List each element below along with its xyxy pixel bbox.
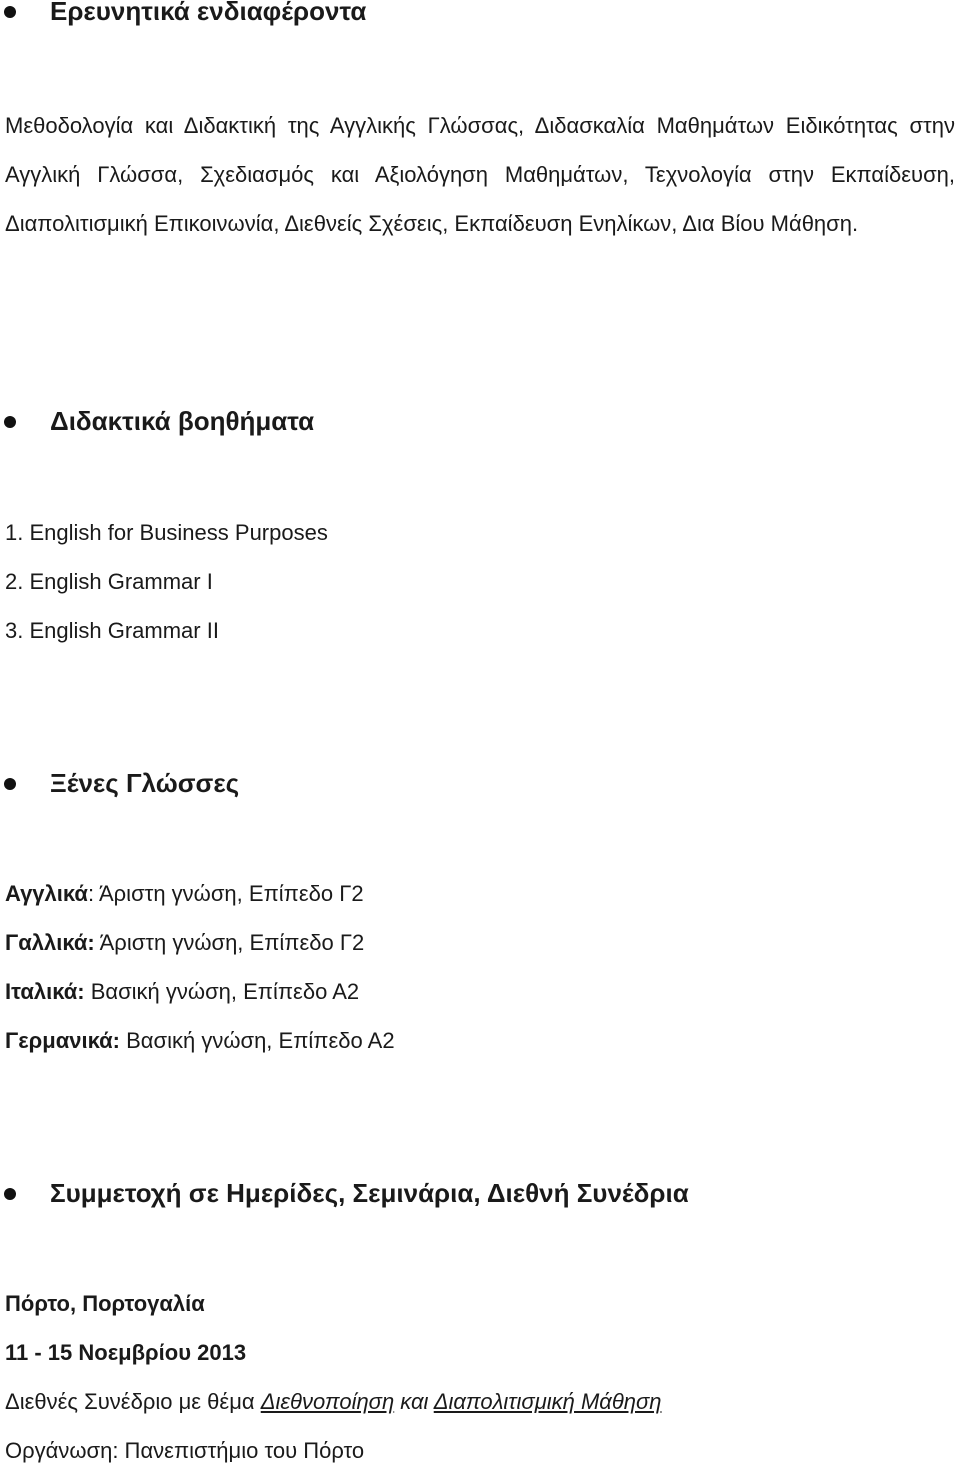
bullet-icon [4, 6, 16, 18]
teaching-aid-item: 2. English Grammar I [5, 569, 213, 594]
language-item [5, 1028, 395, 1054]
language-level: Άριστη γνώση, Επίπεδο Γ2 [94, 930, 365, 955]
research-heading: Ερευνητικά ενδιαφέροντα [50, 0, 367, 26]
conference-dates-text: 11 - 15 Νοεμβρίου 2013 [5, 1340, 247, 1365]
conference-dates [5, 1340, 246, 1366]
bullet-icon [4, 778, 16, 790]
teaching-aid-item: 1. English for Business Purposes [5, 520, 328, 545]
bullet-icon [4, 416, 16, 428]
language-level: Άριστη γνώση, Επίπεδο Γ2 [94, 881, 364, 906]
language-name: Γερμανικά: [5, 1028, 120, 1053]
teaching-aids-heading: Διδακτικά βοηθήματα [50, 406, 315, 436]
section-heading-languages [0, 768, 239, 799]
language-item [5, 881, 364, 907]
language-level: Βασική γνώση, Επίπεδο Α2 [84, 979, 360, 1004]
conference-theme-prefix: Διεθνές Συνέδριο με θέμα [5, 1389, 261, 1414]
conference-theme-part1: Διεθνοποίηση [260, 1389, 395, 1414]
bullet-icon [4, 1188, 16, 1200]
language-name: Γαλλικά: [5, 930, 95, 955]
languages-heading: Ξένες Γλώσσες [50, 768, 240, 798]
conference-place-text: Πόρτο, Πορτογαλία [5, 1291, 205, 1316]
language-item [5, 930, 364, 956]
section-heading-conferences [0, 1178, 689, 1209]
section-heading-teaching-aids [0, 406, 314, 437]
conference-organizer: Οργάνωση: Πανεπιστήμιο του Πόρτο [5, 1438, 365, 1463]
conferences-heading: Συμμετοχή σε Ημερίδες, Σεμινάρια, Διεθνή Συνέδρια [50, 1178, 689, 1208]
teaching-aid-item: 3. English Grammar II [5, 618, 219, 643]
conference-theme-mid: και [394, 1389, 434, 1414]
language-name: Ιταλικά: [5, 979, 85, 1004]
language-level: Βασική γνώση, Επίπεδο Α2 [120, 1028, 395, 1053]
conference-theme [5, 1389, 661, 1415]
language-name: Αγγλικά [5, 881, 88, 906]
conference-theme-part2: Διαπολιτισμική Μάθηση [433, 1389, 662, 1414]
section-heading-research [0, 0, 366, 27]
research-paragraph: Μεθοδολογία και Διδακτική της Αγγλικής Γλώσσας, Διδασκαλία Μαθημάτων Ειδικότητας στην Αγγλική Γλώσσα, Σχεδιασμός και Αξιολόγηση Μαθημάτων, Τεχνολογία στην Εκπαίδευση, Διαπολιτισμική Επικοινωνία, Διεθνείς Σχέσεις, Εκπαίδευση Ενηλίκων, Δια Βίου Μάθηση. [5, 113, 955, 236]
language-sep: : [87, 881, 95, 906]
language-item [5, 979, 359, 1005]
conference-place [5, 1291, 205, 1317]
